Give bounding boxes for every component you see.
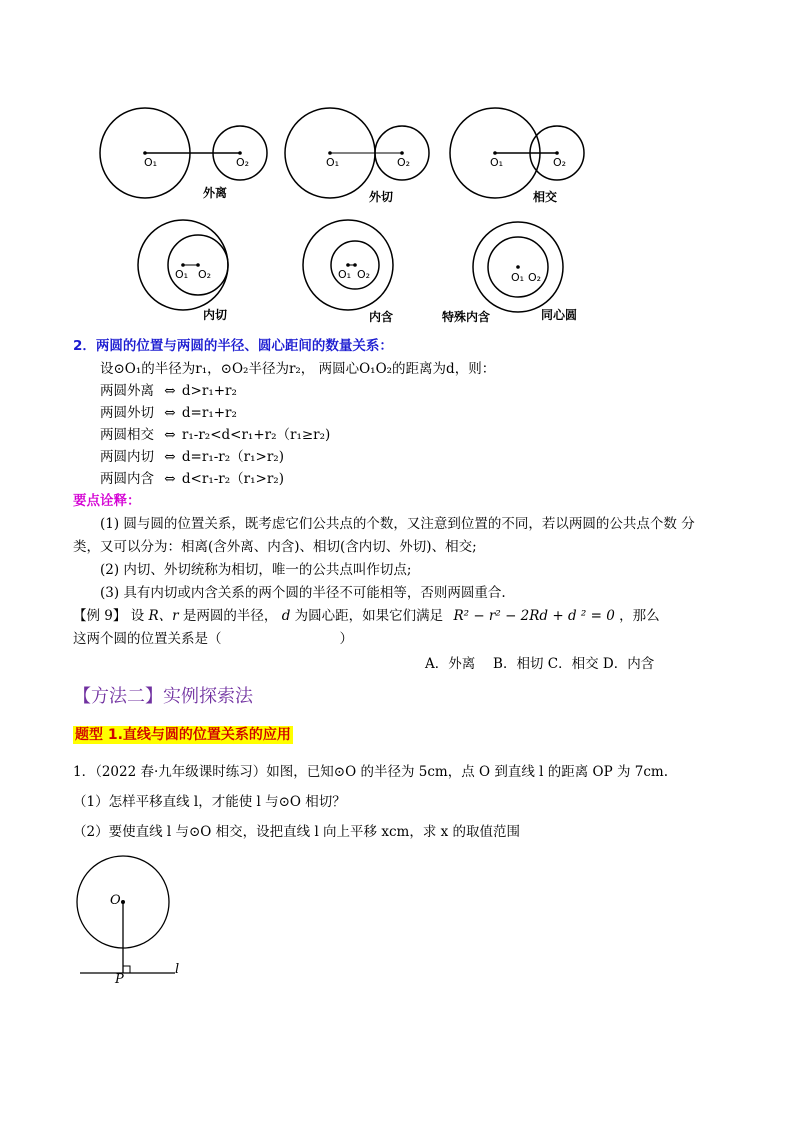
example9-line2 (73, 627, 353, 647)
fig-label-neihan: 内含 (369, 310, 394, 324)
fig-label-waiqie: 外切 (369, 190, 394, 204)
relation-name: 两圆内切 (100, 449, 154, 465)
example9-tag: 【例 9】 (73, 608, 127, 624)
fig1-o2-label: O₂ (236, 156, 250, 169)
relation-row (100, 401, 237, 421)
fig-label-teshu-neihan: 特殊内含 (442, 310, 491, 324)
relation-name: 两圆内含 (100, 471, 154, 487)
fig-label-neiqie: 内切 (203, 308, 228, 322)
fig6-o1-label: O₁ (511, 271, 525, 284)
relation-name: 两圆外离 (100, 383, 154, 399)
point-o (121, 900, 125, 904)
problem1-q2: （2）要使直线 l 与⊙O 相交，设把直线 l 向上平移 xcm，求 x 的取值范围 (73, 824, 521, 840)
type1-title-wrap (73, 724, 293, 744)
method2-title: 【方法二】实例探索法 (73, 686, 253, 707)
point-o-label: O (110, 893, 121, 908)
example9-text: ，那么 (619, 608, 660, 624)
fig5-o1-label: O₁ (338, 268, 352, 281)
relation-row (100, 379, 237, 399)
fig4-o2-label: O₂ (198, 268, 212, 281)
fig1-o1-label: O₁ (144, 156, 158, 169)
equivalence-icon: ⇔ (164, 471, 176, 487)
equivalence-icon: ⇔ (164, 383, 176, 399)
relation-row (100, 423, 330, 443)
fig-label-tongxinyuan: 同心圆 (541, 308, 578, 322)
example9-paren: ） (339, 631, 353, 647)
fig-label-waili: 外离 (203, 186, 228, 200)
relation-name: 两圆外切 (100, 405, 154, 421)
relation-condition: d>r₁+r₂ (181, 383, 237, 399)
example9-question: 这两个圆的位置关系是（ (73, 631, 222, 647)
relation-condition: d=r₁-r₂（r₁>r₂) (181, 449, 284, 465)
example9-equation: R² − r² − 2Rd + d ² = 0 (453, 608, 615, 624)
type1-title: 题型 1.直线与圆的位置关系的应用 (75, 727, 291, 743)
line-l-label: l (175, 962, 180, 977)
fig2-o2-label: O₂ (397, 156, 411, 169)
fig5-o2-label: O₂ (357, 268, 371, 281)
fig3-o1-label: O₁ (490, 156, 504, 169)
fig2-o1-label: O₁ (326, 156, 340, 169)
right-angle-mark (123, 966, 130, 973)
relation-row (100, 467, 284, 487)
problem1-q1: （1）怎样平移直线 l，才能使 l 与⊙O 相切？ (73, 794, 346, 810)
section2-heading: 2．两圆的位置与两圆的半径、圆心距间的数量关系： (73, 338, 393, 354)
fig4-o1-label: O₁ (175, 268, 189, 281)
example9-vars: R、r (148, 608, 179, 624)
relation-row (100, 445, 284, 465)
problem1-line1: 1．（2022 春·九年级课时练习）如图，已知⊙O 的半径为 5cm，点 O 到直线 l 的距离 OP 为 7cm. (73, 764, 669, 780)
fig6-o2-label: O₂ (528, 271, 542, 284)
notes-p2: (2) 内切、外切统称为相切，唯一的公共点叫作切点; (100, 562, 412, 578)
circle-positions-figure (90, 95, 600, 330)
problem1-diagram (70, 850, 200, 990)
relation-condition: d=r₁+r₂ (181, 405, 237, 421)
section2-intro: 设⊙O₁的半径为r₁，⊙O₂半径为r₂， 两圆心O₁O₂的距离为d，则： (100, 361, 496, 377)
notes-p1-line2: 类，又可以分为：相离(含外离、内含)、相切(含内切、外切)、相交; (73, 539, 477, 555)
notes-p3: (3) 具有内切或内含关系的两个圆的半径不可能相等，否则两圆重合. (100, 585, 506, 601)
relation-condition: r₁-r₂<d<r₁+r₂（r₁≥r₂) (181, 427, 331, 443)
relation-name: 两圆相交 (100, 427, 154, 443)
example9-options: A．外离 B．相切 C．相交 D．内含 (425, 656, 655, 672)
equivalence-icon: ⇔ (164, 449, 176, 465)
example9-d: d (281, 608, 291, 624)
equivalence-icon: ⇔ (164, 427, 176, 443)
relation-condition: d<r₁-r₂（r₁>r₂) (181, 471, 284, 487)
notes-heading: 要点诠释： (73, 493, 141, 509)
example9-text: 为圆心距，如果它们满足 (294, 608, 444, 624)
example9-text: 是两圆的半径， (182, 608, 278, 624)
point-p-label: P (115, 972, 124, 987)
example9-text: 设 (130, 608, 145, 624)
equivalence-icon: ⇔ (164, 405, 176, 421)
fig3-o2-label: O₂ (553, 156, 567, 169)
notes-p1-line1: (1) 圆与圆的位置关系，既考虑它们公共点的个数，又注意到位置的不同，若以两圆的公共点个数 分 (100, 516, 695, 532)
example9-line1 (73, 604, 660, 624)
fig-label-xiangjiao: 相交 (533, 190, 558, 204)
